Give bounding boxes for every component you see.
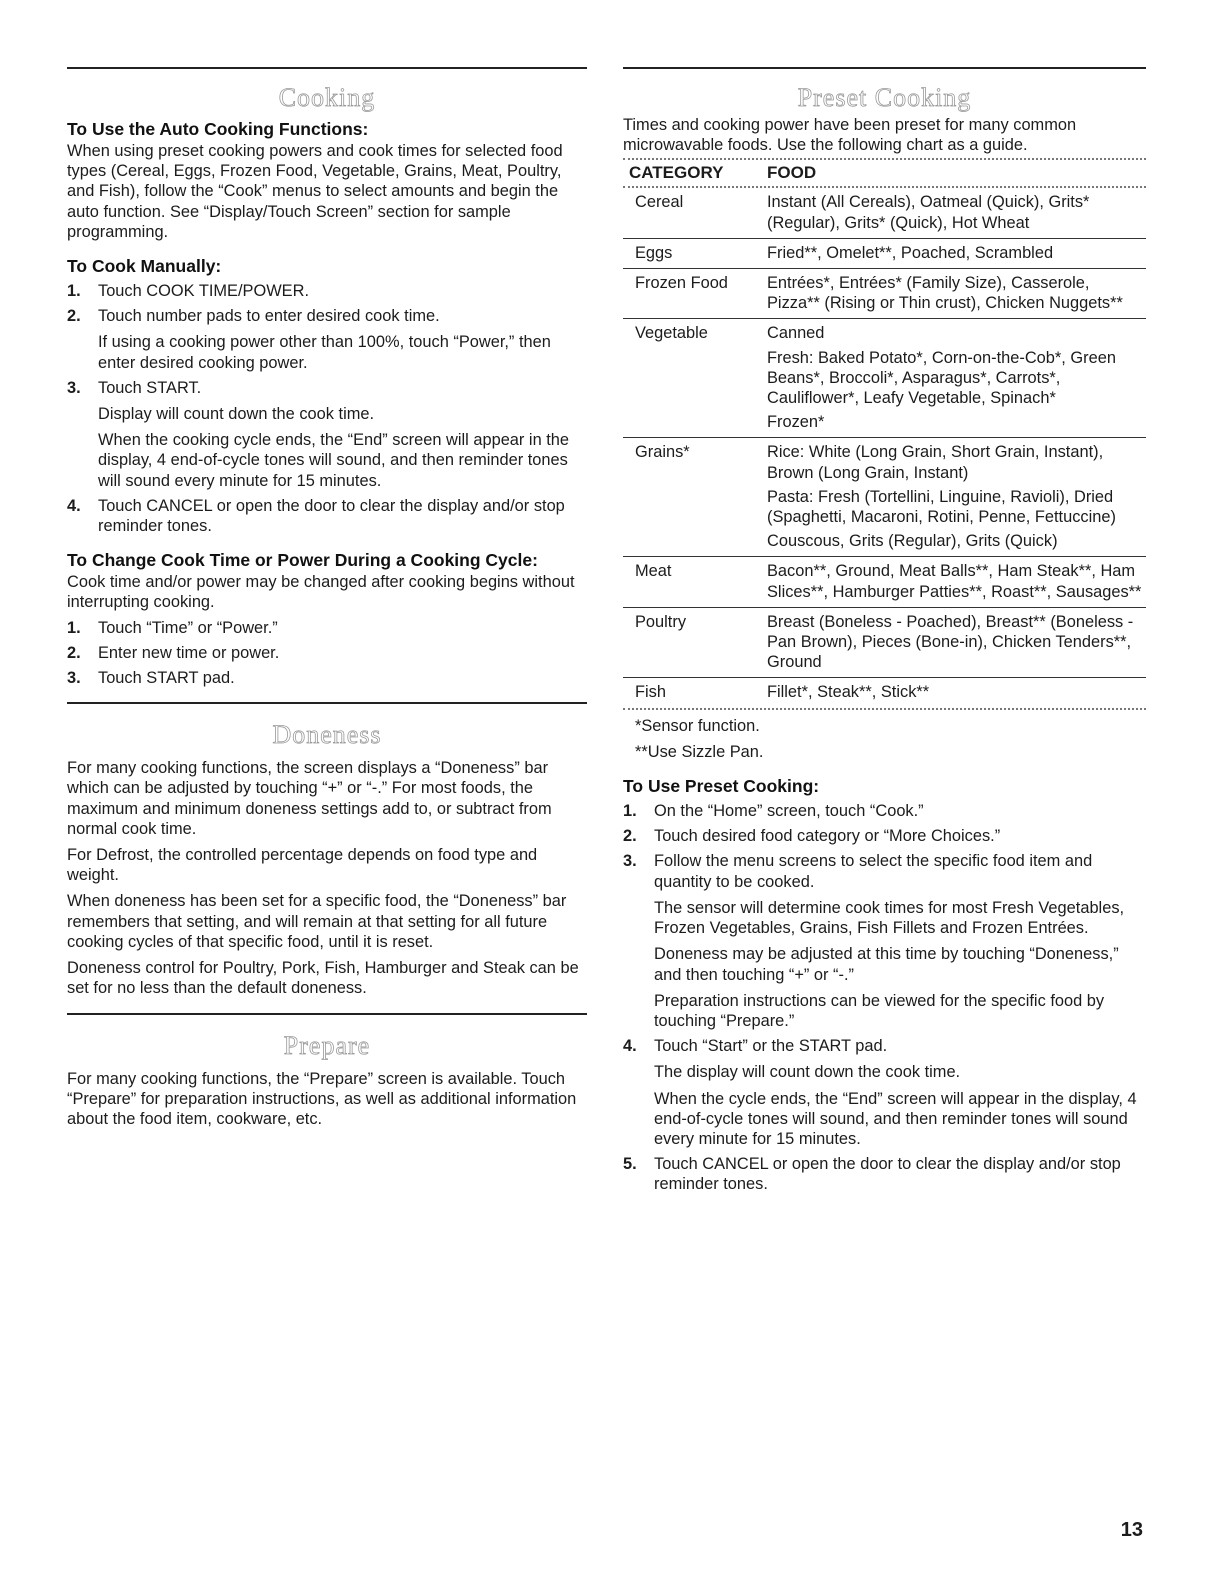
section-title-cooking: Cooking [278, 83, 376, 112]
heading-auto-cooking: To Use the Auto Cooking Functions: [67, 119, 369, 139]
doneness-paragraph: For many cooking functions, the screen displays a “Doneness” bar which can be adjusted by touching “+” or “-.” For most foods, the maximum and minimum doneness settings add to, or subtract from normal cook time. [67, 759, 552, 838]
step-number: 3. [67, 669, 81, 688]
manual-steps-list [67, 281, 587, 536]
auto-cooking-body: When using preset cooking powers and cook times for selected food types (Cereal, Eggs, Frozen Food, Vegetable, Grains, Meat, Poultry, and Fish), follow the “Cook” menus to select amounts and begin the auto function. See “Display/Touch Screen” section for sample programming. [67, 142, 563, 241]
list-item [67, 378, 587, 491]
food-line: Canned [767, 324, 825, 343]
step-text: Touch number pads to enter desired cook time. [98, 307, 440, 326]
table-row [623, 319, 1146, 438]
step-number: 1. [67, 618, 81, 637]
step-text: Follow the menu screens to select the specific food item and quantity to be cooked. [654, 852, 1093, 891]
food-line: Fresh: Baked Potato*, Corn-on-the-Cob*, Green Beans*, Broccoli*, Asparagus*, Carrots*, Cauliflower*, Leafy Vegetable, Spinach* [767, 348, 1116, 408]
preset-intro: Times and cooking power have been preset for many common microwavable foods. Use the following chart as a guide. [623, 116, 1077, 155]
food-cell [767, 612, 1146, 673]
food-line: Breast (Boneless - Poached), Breast** (Boneless - Pan Brown), Pieces (Bone-in), Chicken Tenders**, Ground [767, 612, 1134, 672]
prepare-rule [67, 1013, 587, 1015]
table-row [623, 438, 1146, 557]
step-text: Touch desired food category or “More Choices.” [654, 827, 1001, 846]
chart-bottom-dotted-rule [623, 708, 1146, 710]
doneness-rule [67, 702, 587, 704]
step-text: Touch COOK TIME/POWER. [98, 282, 309, 301]
food-line: Fillet*, Steak**, Stick** [767, 683, 930, 702]
step-number: 3. [623, 852, 637, 871]
section-title-preset-cooking: Preset Cooking [797, 83, 972, 112]
category-cell: Grains* [635, 443, 690, 462]
food-line: Bacon**, Ground, Meat Balls**, Ham Steak**, Ham Slices**, Hamburger Patties**, Roast**, Sausages** [767, 562, 1142, 601]
step-detail: When the cooking cycle ends, the “End” screen will appear in the display, 4 end-of-cycle tones will sound, and then reminder tones will sound every minute for 15 minutes. [98, 431, 570, 490]
step-text: Touch START pad. [98, 669, 235, 688]
step-number: 1. [67, 282, 81, 301]
step-detail: Display will count down the cook time. [98, 405, 375, 424]
list-item [67, 306, 587, 373]
top-rule-right [623, 67, 1146, 69]
footnote-sizzle-pan: **Use Sizzle Pan. [635, 742, 764, 761]
step-number: 2. [623, 827, 637, 846]
section-title-prepare: Prepare [283, 1030, 371, 1060]
table-row [623, 557, 1146, 607]
heading-change-cook-time: To Change Cook Time or Power During a Cooking Cycle: [67, 550, 538, 571]
list-item [67, 281, 587, 301]
step-text: Touch START. [98, 378, 202, 397]
doneness-paragraph: When doneness has been set for a specific food, the “Doneness” bar remembers that setting, and will remain at that setting for all future cooking cycles of that specific food, until it is reset. [67, 892, 567, 951]
heading-use-preset-cooking: To Use Preset Cooking: [623, 776, 820, 797]
food-cell [767, 273, 1146, 313]
food-line: Frozen* [767, 413, 825, 432]
food-line: Instant (All Cereals), Oatmeal (Quick), Grits* (Regular), Grits* (Quick), Hot Wheat [767, 193, 1090, 232]
step-text: Touch CANCEL or open the door to clear the display and/or stop reminder tones. [98, 496, 565, 536]
table-row [623, 608, 1146, 679]
food-cell [767, 323, 1146, 432]
list-item [67, 668, 587, 688]
top-rule-left [67, 67, 587, 69]
list-item [623, 851, 1146, 1031]
section-title-doneness: Doneness [272, 720, 382, 750]
list-item [67, 643, 587, 663]
step-text: Touch “Time” or “Power.” [98, 618, 278, 637]
category-cell: Poultry [635, 612, 687, 631]
change-cook-time-body: Cook time and/or power may be changed after cooking begins without interrupting cooking. [67, 573, 575, 612]
table-row [623, 188, 1146, 238]
step-detail: If using a cooking power other than 100%, touch “Power,” then enter desired cooking power. [98, 333, 551, 372]
page-number: 13 [1120, 1519, 1143, 1541]
step-detail: The display will count down the cook time. [654, 1063, 961, 1082]
table-row [623, 269, 1146, 319]
chart-header-row [623, 160, 1146, 186]
category-cell: Fish [635, 683, 666, 702]
category-cell: Eggs [635, 243, 673, 262]
food-line: Couscous, Grits (Regular), Grits (Quick) [767, 532, 1058, 551]
list-item [67, 618, 587, 638]
food-line: Fried**, Omelet**, Poached, Scrambled [767, 243, 1054, 262]
food-line: Pasta: Fresh (Tortellini, Linguine, Ravioli), Dried (Spaghetti, Macaroni, Rotini, Penne, Fettuccine) [767, 487, 1116, 527]
preset-steps-list [623, 801, 1146, 1194]
step-number: 2. [67, 643, 81, 662]
step-detail: When the cycle ends, the “End” screen will appear in the display, 4 end-of-cycle tones will sound, and then reminder tones will sound every minute for 15 minutes. [654, 1089, 1137, 1148]
food-cell [767, 682, 1146, 702]
change-steps-list [67, 618, 587, 689]
food-cell [767, 192, 1146, 232]
category-cell: Frozen Food [635, 274, 728, 293]
step-text: Touch CANCEL or open the door to clear the display and/or stop reminder tones. [654, 1155, 1121, 1194]
step-number: 3. [67, 378, 81, 397]
step-text: Touch “Start” or the START pad. [654, 1037, 888, 1056]
list-item [623, 826, 1146, 846]
step-text: On the “Home” screen, touch “Cook.” [654, 802, 924, 821]
step-detail: Preparation instructions can be viewed for the specific food by touching “Prepare.” [654, 991, 1105, 1030]
doneness-paragraph: For Defrost, the controlled percentage depends on food type and weight. [67, 846, 538, 885]
doneness-paragraph: Doneness control for Poultry, Pork, Fish, Hamburger and Steak can be set for no less than the default doneness. [67, 959, 579, 998]
food-cell [767, 442, 1146, 551]
chart-header-category: CATEGORY [629, 163, 724, 183]
step-detail: The sensor will determine cook times for most Fresh Vegetables, Frozen Vegetables, Grains, Fish Fillets and Frozen Entrées. [654, 898, 1125, 938]
prepare-paragraph: For many cooking functions, the “Prepare” screen is available. Touch “Prepare” for preparation instructions, as well as additional information about the food item, cookware, etc. [67, 1069, 577, 1128]
category-cell: Cereal [635, 193, 684, 212]
step-number: 4. [623, 1037, 637, 1056]
list-item [623, 1036, 1146, 1149]
list-item [67, 496, 587, 536]
food-line: Rice: White (Long Grain, Short Grain, Instant), Brown (Long Grain, Instant) [767, 443, 1104, 482]
list-item [623, 1154, 1146, 1194]
step-number: 1. [623, 802, 637, 821]
table-row [623, 239, 1146, 269]
left-column [67, 67, 587, 1129]
category-cell: Meat [635, 562, 672, 581]
step-text: Enter new time or power. [98, 643, 280, 662]
list-item [623, 801, 1146, 821]
heading-cook-manually: To Cook Manually: [67, 256, 222, 277]
step-detail: Doneness may be adjusted at this time by touching “Doneness,” and then touching “+” or “-.” [654, 945, 1119, 984]
food-cell [767, 243, 1146, 263]
right-column [623, 67, 1146, 1195]
footnote-sensor: *Sensor function. [635, 716, 760, 735]
table-row [623, 678, 1146, 707]
category-cell: Vegetable [635, 324, 708, 343]
food-line: Entrées*, Entrées* (Family Size), Casserole, Pizza** (Rising or Thin crust), Chicken Nuggets** [767, 274, 1123, 313]
step-number: 2. [67, 307, 81, 326]
food-cell [767, 561, 1146, 601]
chart-header-food: FOOD [767, 163, 817, 183]
step-number: 4. [67, 496, 81, 515]
step-number: 5. [623, 1155, 637, 1174]
